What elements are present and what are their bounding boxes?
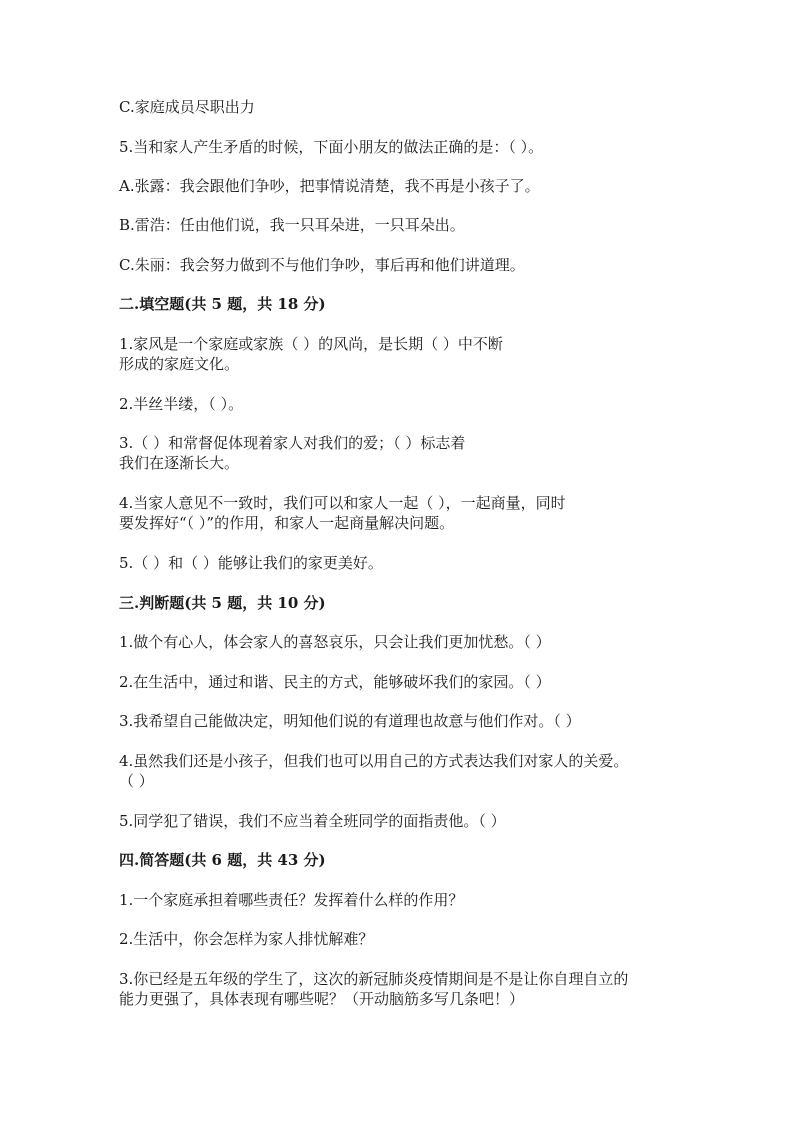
short-q1: 1.一个家庭承担着哪些责任？发挥着什么样的作用？ xyxy=(119,891,464,909)
judge-q1: 1.做个有心人，体会家人的喜怒哀乐，只会让我们更加忧愁。（ ） xyxy=(119,633,551,651)
judge-q4-line1: 4.虽然我们还是小孩子，但我们也可以用自己的方式表达我们对家人的关爱。 xyxy=(119,752,629,770)
short-q3-line1: 3.你已经是五年级的学生了，这次的新冠肺炎疫情期间是不是让你自理自立的 xyxy=(119,970,629,988)
judge-q4-line2: （ ） xyxy=(119,772,154,790)
fill-q2: 2.半丝半缕，（ ）。 xyxy=(119,395,244,413)
fill-q3-line1: 3.（ ）和常督促体现着家人对我们的爱；（ ）标志着 xyxy=(119,434,466,452)
section-judgement-title: 三.判断题(共 5 题，共 10 分) xyxy=(119,594,326,612)
judge-q5: 5.同学犯了错误，我们不应当着全班同学的面指责他。（ ） xyxy=(119,812,506,830)
section-short-answer-title: 四.简答题(共 6 题，共 43 分) xyxy=(119,851,326,869)
fill-q4-line2: 要发挥好“（ ）”的作用，和家人一起商量解决问题。 xyxy=(119,514,455,532)
short-q3-line2: 能力更强了，具体表现有哪些呢？（开动脑筋多写几条吧！） xyxy=(119,990,525,1008)
judge-q2: 2.在生活中，通过和谐、民主的方式，能够破坏我们的家园。（ ） xyxy=(119,673,551,691)
fill-q3-line2: 我们在逐渐长大。 xyxy=(119,454,240,472)
fill-q1-line1: 1.家风是一个家庭或家族（ ）的风尚，是长期（ ）中不断 xyxy=(119,335,503,353)
fill-q1-line2: 形成的家庭文化。 xyxy=(119,355,240,373)
question-5-option-b: B.雷浩：任由他们说，我一只耳朵进，一只耳朵出。 xyxy=(119,216,465,234)
section-fill-in-title: 二.填空题(共 5 题，共 18 分) xyxy=(119,295,326,313)
short-q2: 2.生活中，你会怎样为家人排忧解难？ xyxy=(119,930,374,948)
option-c-family-duty: C.家庭成员尽职出力 xyxy=(119,98,255,116)
fill-q4-line1: 4.当家人意见不一致时，我们可以和家人一起（ ），一起商量，同时 xyxy=(119,494,566,512)
fill-q5: 5.（ ）和（ ）能够让我们的家更美好。 xyxy=(119,554,383,572)
question-5-option-a: A.张露：我会跟他们争吵，把事情说清楚，我不再是小孩子了。 xyxy=(119,177,540,195)
judge-q3: 3.我希望自己能做决定，明知他们说的有道理也故意与他们作对。（ ） xyxy=(119,712,581,730)
question-5-stem: 5.当和家人产生矛盾的时候，下面小朋友的做法正确的是：（ ）。 xyxy=(119,138,544,156)
question-5-option-c: C.朱丽：我会努力做到不与他们争吵，事后再和他们讲道理。 xyxy=(119,256,525,274)
